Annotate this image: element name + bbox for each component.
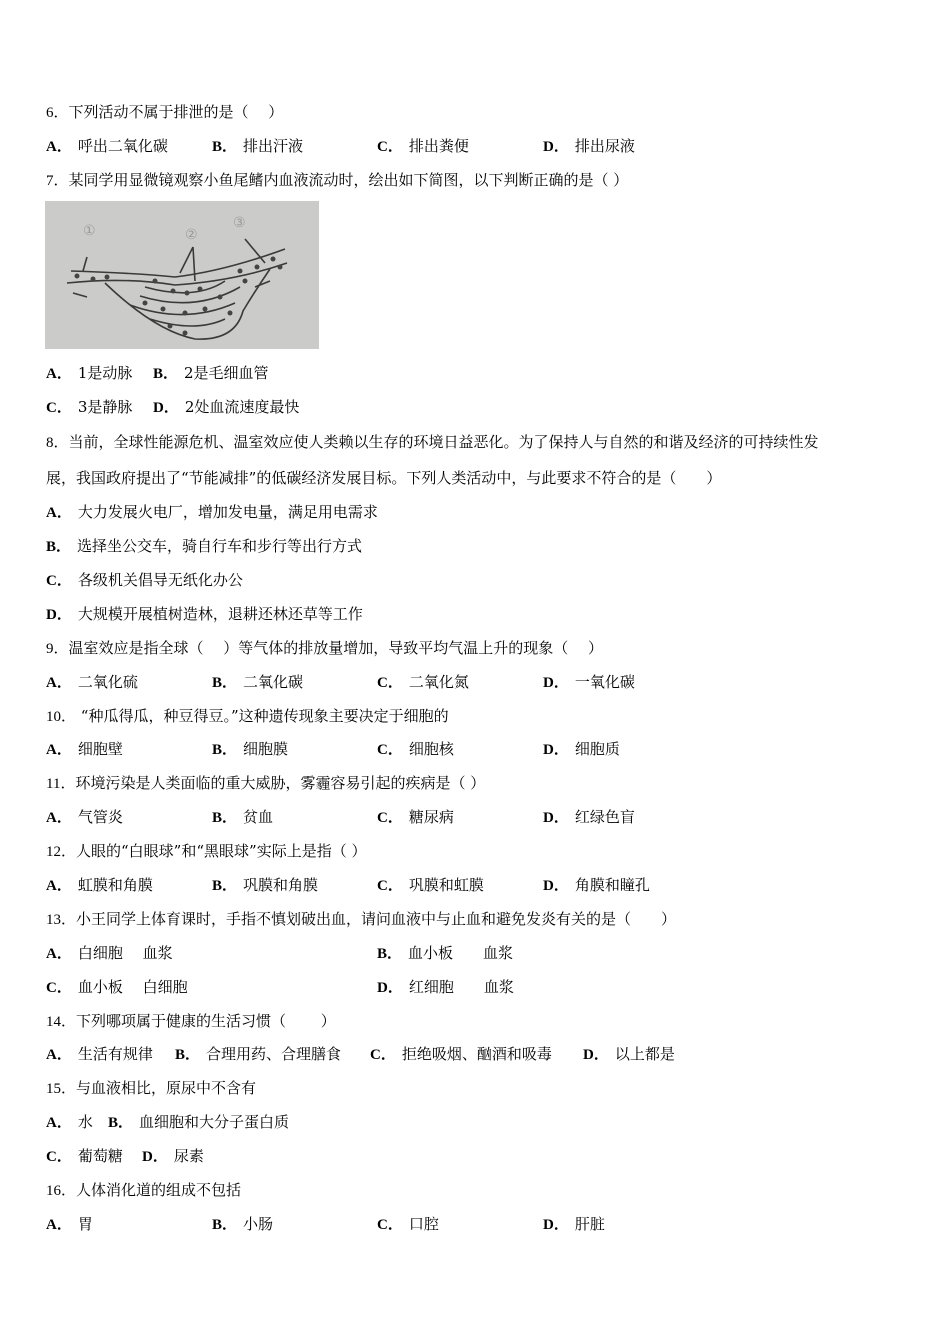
option-label: C． — [46, 573, 72, 589]
option-text: 白细胞 血浆 — [77, 944, 173, 962]
option-label: D． — [377, 980, 403, 996]
option-label: D． — [583, 1047, 609, 1063]
option-d — [142, 1146, 204, 1167]
question-number: 10． — [46, 709, 77, 725]
option-text: 拒绝吸烟、酗酒和吸毒 — [401, 1045, 552, 1063]
option-label: B． — [212, 742, 238, 758]
question-text: 温室效应是指全球（ ）等气体的排放量增加，导致平均气温上升的现象（ ） — [68, 639, 604, 657]
question-number: 13． — [46, 912, 77, 928]
option-b — [212, 1214, 273, 1235]
option-c — [377, 1214, 439, 1235]
option-c — [377, 672, 469, 693]
option-label: D． — [543, 1217, 569, 1233]
question-text: “种瓜得瓜，种豆得豆。”这种遗传现象主要决定于细胞的 — [76, 707, 449, 725]
option-text: 二氧化氮 — [408, 673, 469, 691]
option-text: 选择坐公交车，骑自行车和步行等出行方式 — [77, 537, 363, 555]
option-text: 大规模开展植树造林，退耕还林还草等工作 — [77, 605, 363, 623]
option-text: 葡萄糖 — [77, 1147, 123, 1165]
question-number: 6． — [46, 105, 69, 121]
option-label: A． — [46, 139, 72, 155]
option-label: A． — [46, 1115, 72, 1131]
question-10-stem — [46, 706, 449, 727]
question-number: 12． — [46, 844, 77, 860]
option-a — [46, 739, 123, 760]
question-text: 人体消化道的组成不包括 — [76, 1181, 242, 1199]
option-a — [46, 1214, 93, 1235]
option-text: 2是毛细血管 — [184, 364, 269, 382]
option-text: 以上都是 — [614, 1045, 675, 1063]
option-text: 口腔 — [408, 1215, 439, 1233]
option-a — [46, 875, 153, 896]
option-c — [46, 397, 132, 418]
option-label: D． — [543, 810, 569, 826]
question-6-stem — [46, 102, 283, 123]
blood-flow-diagram — [45, 201, 319, 349]
option-text: 细胞膜 — [243, 740, 289, 758]
question-text: 展，我国政府提出了“节能减排”的低碳经济发展目标。下列人类活动中，与此要求不符合的是（ ） — [46, 469, 722, 487]
question-8-stem-line2 — [46, 468, 721, 488]
option-b — [212, 875, 318, 896]
option-d — [543, 136, 635, 157]
option-b — [377, 943, 513, 964]
question-text: 下列哪项属于健康的生活习惯（ ） — [76, 1012, 336, 1030]
option-label: A． — [46, 1217, 72, 1233]
option-label: C． — [377, 810, 403, 826]
option-text: 血小板 血浆 — [408, 944, 514, 962]
option-text: 红细胞 血浆 — [408, 978, 514, 996]
option-d — [543, 739, 620, 760]
question-14-stem — [46, 1011, 336, 1032]
option-label: A． — [46, 675, 72, 691]
option-c — [377, 875, 484, 896]
option-label: B． — [212, 1217, 238, 1233]
option-text: 红绿色盲 — [574, 808, 635, 826]
option-label: D． — [543, 742, 569, 758]
option-d — [543, 807, 635, 828]
option-text: 各级机关倡导无纸化办公 — [77, 571, 243, 589]
option-a — [46, 136, 168, 157]
question-number: 16． — [46, 1183, 77, 1199]
option-label: C． — [377, 675, 403, 691]
option-text: 大力发展火电厂，增加发电量，满足用电需求 — [77, 503, 378, 521]
option-label: A． — [46, 742, 72, 758]
question-number: 14． — [46, 1014, 77, 1030]
option-text: 排出汗液 — [243, 137, 304, 155]
question-8-stem-line1 — [46, 432, 819, 453]
option-a — [46, 1112, 93, 1133]
option-text: 血小板 白细胞 — [77, 978, 188, 996]
option-label: C． — [377, 1217, 403, 1233]
option-text: 细胞壁 — [77, 740, 123, 758]
option-label: B． — [153, 366, 179, 382]
option-c — [377, 807, 454, 828]
option-a — [46, 807, 123, 828]
option-text: 3是静脉 — [77, 398, 133, 416]
option-label: D． — [46, 607, 72, 623]
question-text: 某同学用显微镜观察小鱼尾鳍内血液流动时，绘出如下简图，以下判断正确的是（ ） — [68, 171, 629, 189]
question-text: 当前，全球性能源危机、温室效应使人类赖以生存的环境日益恶化。为了保持人与自然的和谐及经济的可持续性发 — [68, 433, 819, 451]
option-label: A． — [46, 878, 72, 894]
option-label: D． — [543, 675, 569, 691]
option-label: D． — [153, 400, 179, 416]
question-text: 下列活动不属于排泄的是（ ） — [68, 103, 284, 121]
option-text: 巩膜和角膜 — [243, 876, 319, 894]
option-label: A． — [46, 505, 72, 521]
option-label: D． — [142, 1149, 168, 1165]
option-text: 角膜和瞳孔 — [574, 876, 650, 894]
option-label: B． — [212, 878, 238, 894]
question-7-stem — [46, 170, 628, 191]
question-number: 11． — [46, 776, 76, 792]
question-13-stem — [46, 909, 676, 930]
option-d — [583, 1044, 675, 1065]
option-c — [46, 1146, 123, 1167]
option-label: C． — [46, 1149, 72, 1165]
option-c — [377, 739, 454, 760]
option-text: 生活有规律 — [77, 1045, 153, 1063]
option-label: C． — [370, 1047, 396, 1063]
question-text: 人眼的“白眼球”和“黑眼球”实际上是指（ ） — [76, 842, 367, 860]
option-b — [212, 136, 303, 157]
option-a — [46, 363, 132, 384]
question-number: 9． — [46, 641, 69, 657]
option-text: 肝脏 — [574, 1215, 605, 1233]
option-label: A． — [46, 366, 72, 382]
question-number: 15． — [46, 1081, 77, 1097]
option-label: C． — [377, 742, 403, 758]
option-label: B． — [212, 139, 238, 155]
question-8-option-b — [46, 536, 362, 557]
option-label: B． — [46, 539, 72, 555]
option-label: C． — [377, 139, 403, 155]
question-number: 8． — [46, 435, 69, 451]
option-text: 二氧化碳 — [243, 673, 304, 691]
option-label: D． — [543, 139, 569, 155]
option-label: B． — [212, 810, 238, 826]
figure-label-3: ③ — [233, 215, 246, 231]
question-text: 小王同学上体育课时，手指不慎划破出血，请问血液中与止血和避免发炎有关的是（ ） — [76, 910, 677, 928]
option-label: C． — [377, 878, 403, 894]
option-label: A． — [46, 946, 72, 962]
option-text: 二氧化硫 — [77, 673, 138, 691]
option-b — [212, 739, 288, 760]
question-11-stem — [46, 773, 485, 794]
figure-label-2: ② — [185, 227, 198, 243]
option-b — [153, 363, 269, 384]
option-d — [543, 1214, 605, 1235]
option-d — [543, 875, 650, 896]
option-text: 小肠 — [243, 1215, 274, 1233]
option-b — [212, 672, 303, 693]
option-c — [377, 136, 469, 157]
question-12-stem — [46, 841, 366, 862]
option-label: B． — [108, 1115, 134, 1131]
option-b — [108, 1112, 289, 1133]
question-8-option-a — [46, 502, 378, 523]
option-b — [175, 1044, 341, 1065]
question-9-stem — [46, 638, 603, 659]
fish-tail-capillary-illustration — [45, 201, 319, 349]
option-label: B． — [377, 946, 403, 962]
option-d — [153, 397, 299, 418]
option-text: 糖尿病 — [408, 808, 454, 826]
option-text: 虹膜和角膜 — [77, 876, 153, 894]
option-text: 2处血流速度最快 — [184, 398, 300, 416]
option-label: A． — [46, 1047, 72, 1063]
option-text: 合理用药、合理膳食 — [206, 1045, 342, 1063]
question-8-option-d — [46, 604, 363, 625]
figure-label-1: ① — [83, 223, 96, 239]
option-text: 排出粪便 — [408, 137, 469, 155]
option-text: 胃 — [77, 1215, 93, 1233]
option-label: A． — [46, 810, 72, 826]
option-d — [543, 672, 635, 693]
option-label: C． — [46, 980, 72, 996]
option-text: 水 — [77, 1113, 93, 1131]
option-text: 一氧化碳 — [574, 673, 635, 691]
question-text: 环境污染是人类面临的重大威胁，雾霾容易引起的疾病是（ ） — [75, 774, 486, 792]
option-a — [46, 943, 173, 964]
option-label: B． — [175, 1047, 201, 1063]
option-text: 排出尿液 — [574, 137, 635, 155]
option-label: B． — [212, 675, 238, 691]
option-text: 呼出二氧化碳 — [77, 137, 168, 155]
option-c — [46, 977, 188, 998]
question-8-option-c — [46, 570, 243, 591]
option-text: 尿素 — [173, 1147, 204, 1165]
question-16-stem — [46, 1180, 241, 1201]
question-text: 与血液相比，原尿中不含有 — [76, 1079, 257, 1097]
option-a — [46, 672, 138, 693]
question-number: 7． — [46, 173, 69, 189]
option-text: 细胞质 — [574, 740, 620, 758]
option-text: 细胞核 — [408, 740, 454, 758]
option-label: D． — [543, 878, 569, 894]
option-a — [46, 1044, 153, 1065]
option-text: 巩膜和虹膜 — [408, 876, 484, 894]
option-text: 1是动脉 — [77, 364, 133, 382]
option-text: 贫血 — [243, 808, 274, 826]
option-b — [212, 807, 273, 828]
option-text: 血细胞和大分子蛋白质 — [139, 1113, 290, 1131]
option-d — [377, 977, 514, 998]
option-label: C． — [46, 400, 72, 416]
option-c — [370, 1044, 552, 1065]
option-text: 气管炎 — [77, 808, 123, 826]
question-15-stem — [46, 1078, 256, 1099]
